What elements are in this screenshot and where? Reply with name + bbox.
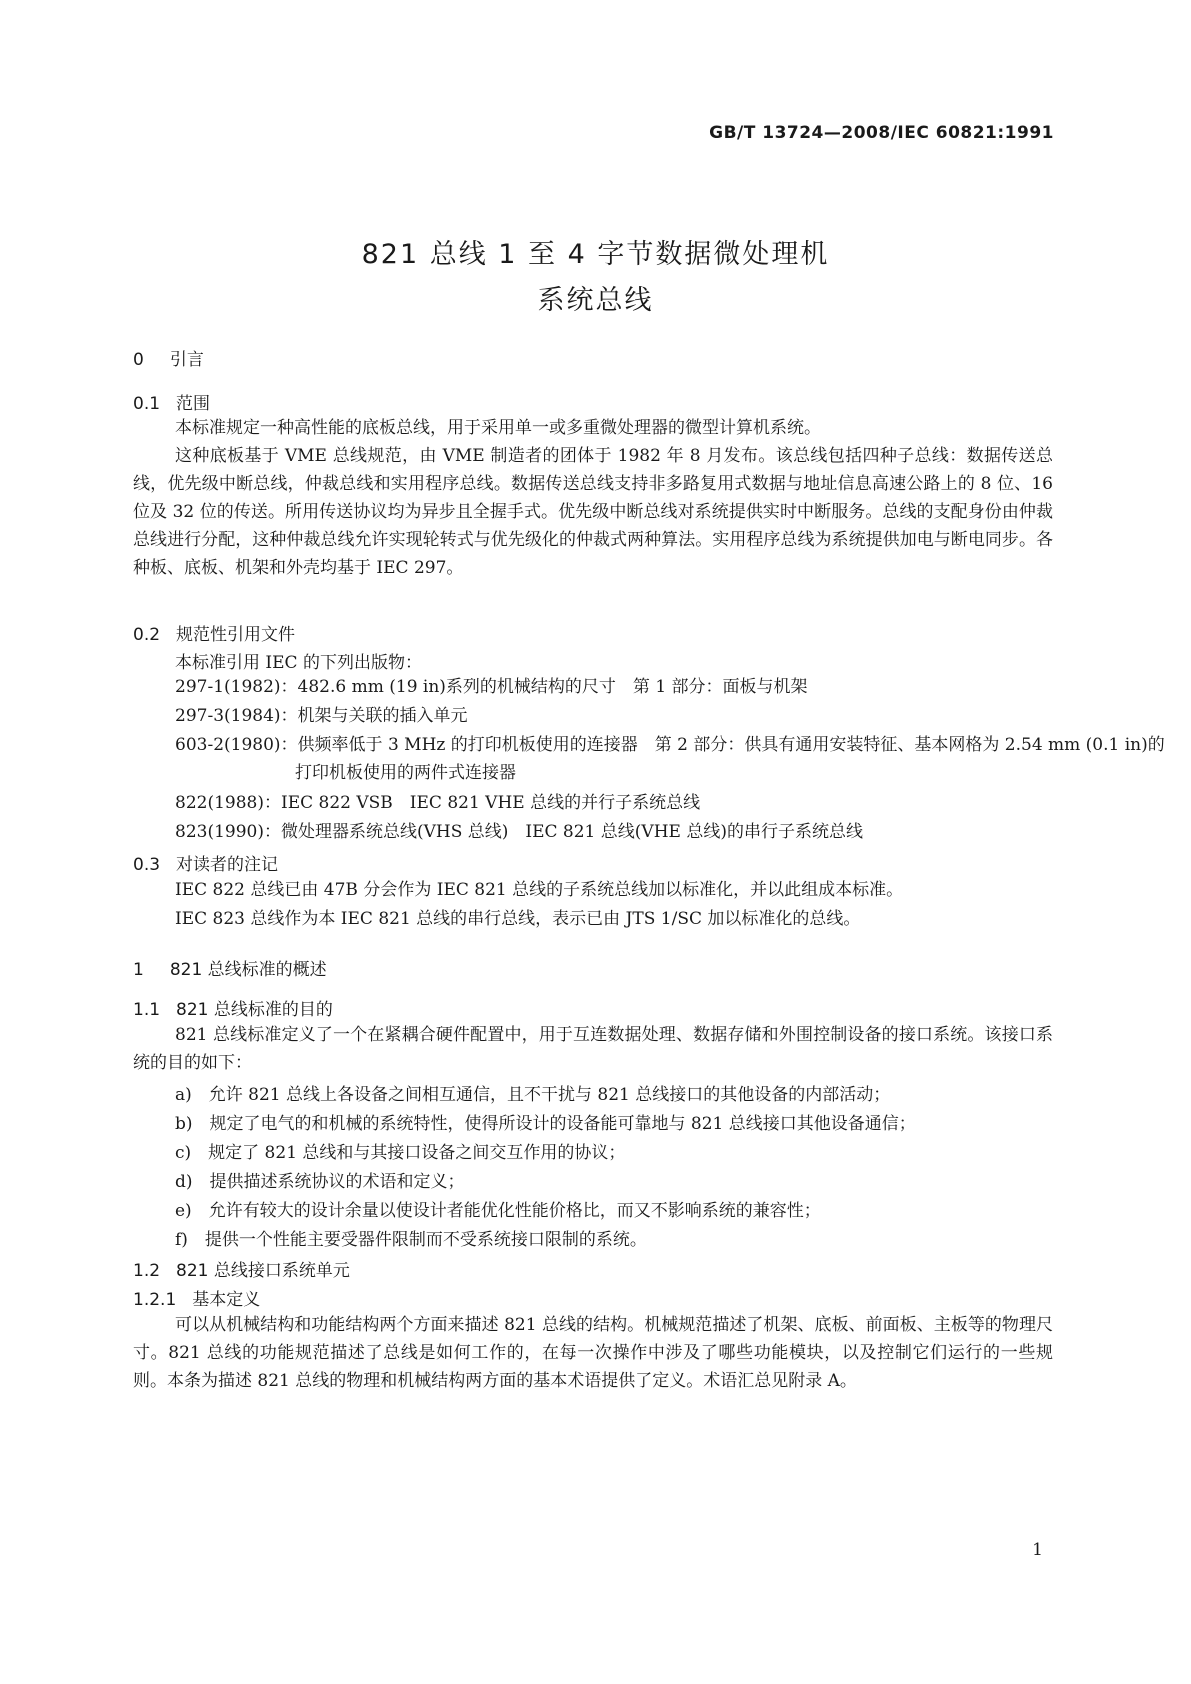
- list-item: f) 提供一个性能主要受器件限制而不受系统接口限制的系统。: [175, 1230, 647, 1250]
- section-title: 对读者的注记: [176, 855, 279, 875]
- section-number: 1: [133, 960, 144, 980]
- list-item: a) 允许 821 总线上各设备之间相互通信，且不干扰与 821 总线接口的其他设备的内部活动；: [175, 1085, 891, 1105]
- section-title: 范围: [176, 394, 211, 414]
- paragraph: 本标准规定一种高性能的底板总线，用于采用单一或多重微处理器的微型计算机系统。: [175, 418, 821, 438]
- reference-item: 822(1988)：IEC 822 VSB IEC 821 VHE 总线的并行子系统总线: [175, 793, 701, 813]
- section-title: 821 总线标准的概述: [169, 960, 327, 980]
- section-number: 0.3: [133, 855, 161, 875]
- section-number: 0.1: [133, 394, 161, 414]
- section-number: 0.2: [133, 625, 161, 645]
- section-0-3-heading: [133, 850, 278, 875]
- section-title: 规范性引用文件: [176, 625, 296, 645]
- paragraph: 这种底板基于 VME 总线规范，由 VME 制造者的团体于 1982 年 8 月发布。该总线包括四种子总线：数据传送总线，优先级中断总线，仲裁总线和实用程序总线。数据传送总线支持非多路复用式数据与地址信息高速公路上的 8 位、16 位及 32 位的传送。所用传送协议均为异步且全握手式。优先级中断总线对系统提供实时中断服务。总线的支配身份由仲裁总线进行分配，这种仲裁总线允许实现轮转式与优先级化的仲裁式两种算法。实用程序总线为系统提供加电与断电同步。各种板、底板、机架和外壳均基于 IEC 297。: [133, 446, 1053, 578]
- reference-item: 297-1(1982)：482.6 mm (19 in)系列的机械结构的尺寸 第 1 部分：面板与机架: [175, 677, 808, 697]
- reference-item: 603-2(1980)：供频率低于 3 MHz 的打印机板使用的连接器 第 2 部分：供具有通用安装特征、基本网格为 2.54 mm (0.1 in)的打印机板使用的两件式连接器: [175, 735, 1165, 783]
- list-item: e) 允许有较大的设计余量以使设计者能优化性能价格比，而又不影响系统的兼容性；: [175, 1201, 821, 1221]
- paragraph: 可以从机械结构和功能结构两个方面来描述 821 总线的结构。机械规范描述了机架、底板、前面板、主板等的物理尺寸。821 总线的功能规范描述了总线是如何工作的，在每一次操作中涉及了哪些功能模块，以及控制它们运行的一些规则。本条为描述 821 总线的物理和机械结构两方面的基本术语提供了定义。术语汇总见附录 A。: [133, 1315, 1053, 1391]
- section-title: 基本定义: [192, 1290, 261, 1310]
- section-0-heading: [133, 345, 204, 370]
- list-item: d) 提供描述系统协议的术语和定义；: [175, 1172, 465, 1192]
- reference-item: 297-3(1984)：机架与关联的插入单元: [175, 706, 468, 726]
- references-intro: 本标准引用 IEC 的下列出版物：: [175, 653, 422, 673]
- paragraph: IEC 823 总线作为本 IEC 821 总线的串行总线，表示已由 JTS 1/SC 加以标准化的总线。: [175, 909, 861, 929]
- standard-number: GB/T 13724—2008/IEC 60821:1991: [709, 123, 1054, 143]
- reference-item: 823(1990)：微处理器系统总线(VHS 总线) IEC 821 总线(VHE 总线)的串行子系统总线: [175, 822, 863, 842]
- section-1-2-heading: [133, 1256, 350, 1281]
- document-title-line-2: 系统总线: [537, 285, 654, 316]
- section-1-1-heading: [133, 995, 333, 1020]
- section-0-2-heading: [133, 620, 295, 645]
- page-number: 1: [1032, 1540, 1043, 1560]
- list-item: b) 规定了电气的和机械的系统特性，使得所设计的设备能可靠地与 821 总线接口其他设备通信；: [175, 1114, 916, 1134]
- section-1-2-1-heading: [133, 1285, 260, 1310]
- section-0-1-heading: [133, 389, 210, 414]
- section-title: 821 总线接口系统单元: [176, 1261, 350, 1281]
- section-title: 引言: [169, 350, 204, 370]
- section-number: 1.2: [133, 1261, 161, 1281]
- section-number: 1.1: [133, 1000, 161, 1020]
- section-title: 821 总线标准的目的: [176, 1000, 333, 1020]
- list-item: c) 规定了 821 总线和与其接口设备之间交互作用的协议；: [175, 1143, 626, 1163]
- section-1-heading: [133, 955, 327, 980]
- section-number: 0: [133, 350, 144, 370]
- paragraph: IEC 822 总线已由 47B 分会作为 IEC 821 总线的子系统总线加以标准化，并以此组成本标准。: [175, 880, 904, 900]
- paragraph: 821 总线标准定义了一个在紧耦合硬件配置中，用于互连数据处理、数据存储和外围控制设备的接口系统。该接口系统的目的如下：: [133, 1025, 1053, 1073]
- section-number: 1.2.1: [133, 1290, 177, 1310]
- document-title-line-1: 821 总线 1 至 4 字节数据微处理机: [361, 239, 830, 270]
